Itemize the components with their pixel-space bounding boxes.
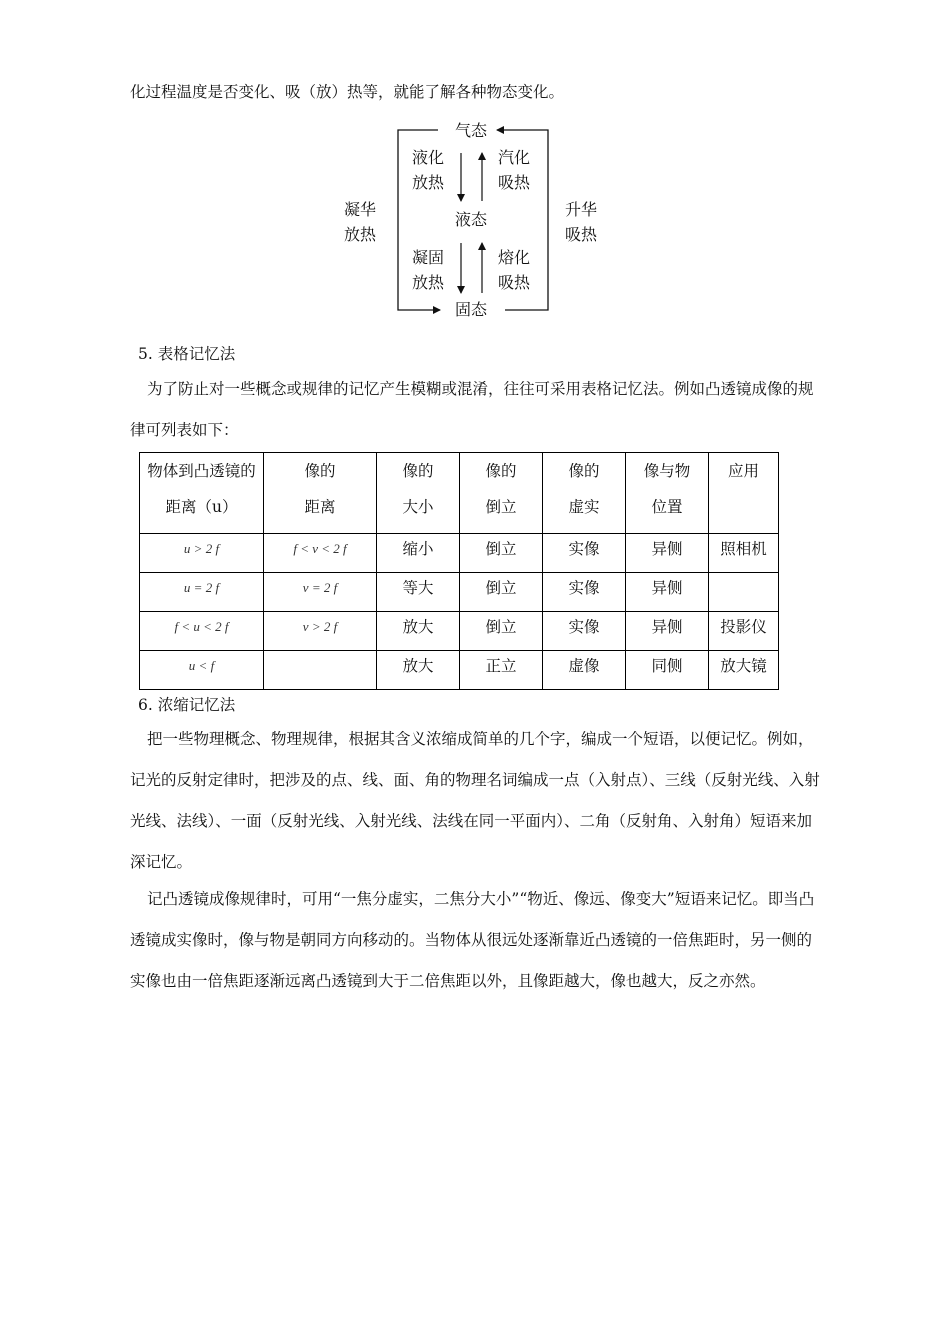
table-cell <box>709 573 779 612</box>
table-cell: 照相机 <box>709 534 779 573</box>
table-row <box>140 534 779 573</box>
solidify-label-1: 凝固 <box>411 248 445 267</box>
vaporize-label-1: 汽化 <box>497 148 531 167</box>
header-cell: 像与物 位置 <box>626 453 709 534</box>
header-cell: 应用 <box>709 453 779 534</box>
table-cell: 倒立 <box>460 612 543 651</box>
table-cell: u = 2 f <box>140 573 264 612</box>
table-cell: 实像 <box>543 534 626 573</box>
table-cell: 放大 <box>377 612 460 651</box>
table-cell: 虚像 <box>543 651 626 690</box>
table-cell: v = 2 f <box>264 573 377 612</box>
table-cell: 实像 <box>543 573 626 612</box>
vaporize-label-2: 吸热 <box>497 173 531 192</box>
deposit-label-2: 放热 <box>343 225 377 244</box>
gas-label: 气态 <box>454 121 488 140</box>
header-cell: 像的 虚实 <box>543 453 626 534</box>
table-row <box>140 573 779 612</box>
table-cell: f < u < 2 f <box>140 612 264 651</box>
table-cell: 倒立 <box>460 534 543 573</box>
lens-imaging-table <box>139 452 779 690</box>
intro-line: 化过程温度是否变化、吸（放）热等，就能了解各种物态变化。 <box>130 83 565 101</box>
table-cell: f < v < 2 f <box>264 534 377 573</box>
melt-label-1: 熔化 <box>497 248 531 267</box>
table-cell: 异侧 <box>626 534 709 573</box>
header-cell: 像的 距离 <box>264 453 377 534</box>
liquefy-label-2: 放热 <box>411 173 445 192</box>
table-cell: 投影仪 <box>709 612 779 651</box>
table-cell: 缩小 <box>377 534 460 573</box>
solidify-label-2: 放热 <box>411 273 445 292</box>
table-row <box>140 651 779 690</box>
sublime-label-2: 吸热 <box>564 225 598 244</box>
liquid-label: 液态 <box>454 210 488 229</box>
header-cell: 像的 倒立 <box>460 453 543 534</box>
liquefy-label-1: 液化 <box>411 148 445 167</box>
section5-text: 为了防止对一些概念或规律的记忆产生模糊或混淆，往往可采用表格记忆法。例如凸透镜成像的规律可列表如下： <box>130 380 814 439</box>
table-cell: 异侧 <box>626 573 709 612</box>
table-cell: u < f <box>140 651 264 690</box>
table-cell: 正立 <box>460 651 543 690</box>
table-cell: 同侧 <box>626 651 709 690</box>
solid-label: 固态 <box>454 300 488 319</box>
melt-label-2: 吸热 <box>497 273 531 292</box>
table-cell: 等大 <box>377 573 460 612</box>
section6-paragraph-1: 把一些物理概念、物理规律，根据其含义浓缩成简单的几个字，编成一个短语，以便记忆。例如，记光的反射定律时，把涉及的点、线、面、角的物理名词编成一点（入射点）、三线（反射光线、入射光线、法线）、一面（反射光线、入射光线、法线在同一平面内）、二角（反射角、入射角）短语来加深记忆。 <box>130 730 820 871</box>
header-cell: 像的 大小 <box>377 453 460 534</box>
section6-heading: 6. 浓缩记忆法 <box>138 696 236 714</box>
table-cell: u > 2 f <box>140 534 264 573</box>
table-cell: 放大镜 <box>709 651 779 690</box>
header-cell: 物体到凸透镜的 距离（u） <box>140 453 264 534</box>
section6-paragraph-2: 记凸透镜成像规律时，可用“一焦分虚实，二焦分大小”“物近、像远、像变大”短语来记忆。即当凸透镜成实像时，像与物是朝同方向移动的。当物体从很远处逐渐靠近凸透镜的一倍焦距时，另一侧的实像也由一倍焦距逐渐远离凸透镜到大于二倍焦距以外，且像距越大，像也越大，反之亦然。 <box>130 890 815 990</box>
table-cell: 放大 <box>377 651 460 690</box>
sublime-label-1: 升华 <box>564 200 598 219</box>
table-cell: 异侧 <box>626 612 709 651</box>
table-cell: 倒立 <box>460 573 543 612</box>
deposit-label-1: 凝华 <box>343 200 377 219</box>
table-cell: 实像 <box>543 612 626 651</box>
table-cell <box>264 651 377 690</box>
state-change-diagram <box>330 115 620 325</box>
table-cell: v > 2 f <box>264 612 377 651</box>
table-header-row <box>140 453 779 534</box>
table-row <box>140 612 779 651</box>
section5-heading: 5. 表格记忆法 <box>138 345 236 363</box>
